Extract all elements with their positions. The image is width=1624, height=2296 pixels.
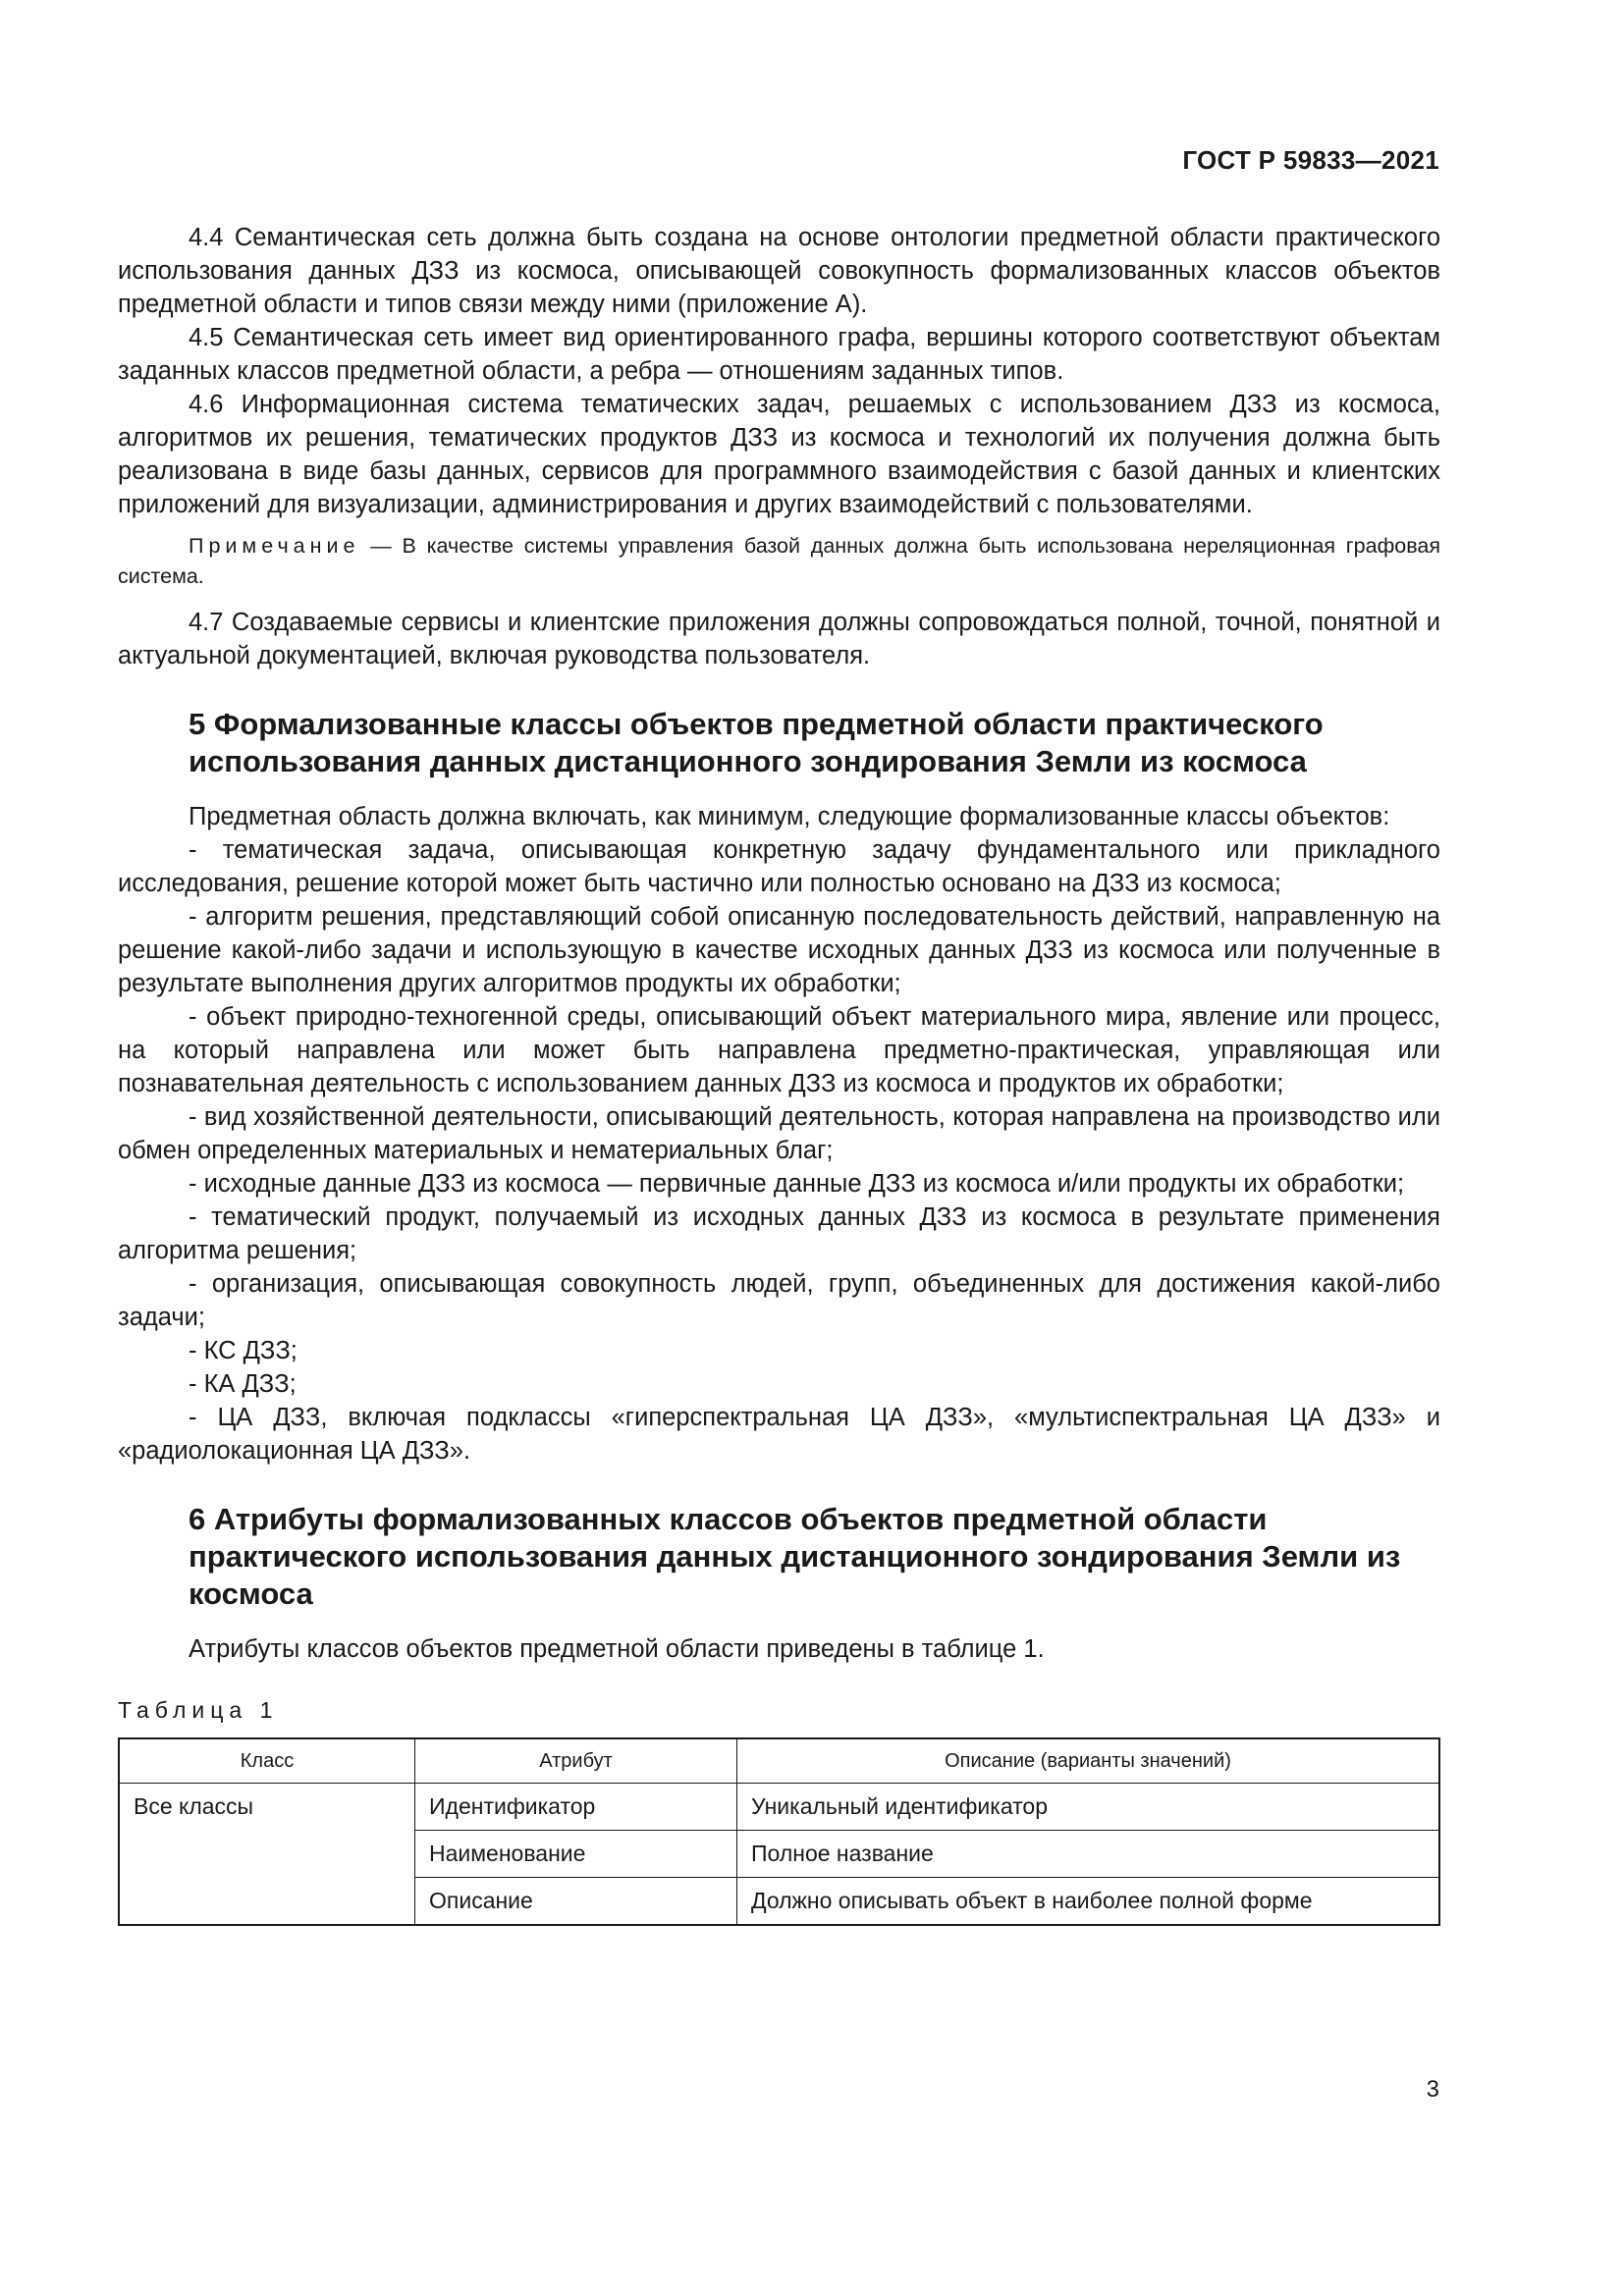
header-description: Описание (варианты значений): [737, 1738, 1440, 1784]
list-item: - КА ДЗЗ;: [189, 1370, 297, 1398]
section-5-intro: Предметная область должна включать, как минимум, следующие формализованные классы объектов:: [189, 803, 1390, 830]
list-item: - КС ДЗЗ;: [189, 1337, 298, 1364]
page-number: 3: [1426, 2076, 1439, 2103]
list-item: - тематический продукт, получаемый из исходных данных ДЗЗ из космоса в результате применения алгоритма решения;: [118, 1203, 1440, 1264]
paragraph-4-6: 4.6 Информационная система тематических задач, решаемых с использованием ДЗЗ из космоса, алгоритмов их решения, тематических продуктов ДЗЗ из космоса и технологий их получения должна быть реализована в виде базы данных, сервисов для программного взаимодействия с базой данных и клиентских приложений для визуализации, администрирования и других взаимодействий с пользователями.: [118, 391, 1440, 518]
list-item: - алгоритм решения, представляющий собой описанную последовательность действий, направленную на решение какой-либо задачи и использующую в качестве исходных данных ДЗЗ из космоса или полученные в результате выполнения других алгоритмов продукты их обработки;: [118, 903, 1440, 997]
cell-description: Полное название: [737, 1831, 1440, 1878]
note: [118, 531, 1440, 592]
list-item: - ЦА ДЗЗ, включая подклассы «гиперспектральная ЦА ДЗЗ», «мультиспектральная ЦА ДЗЗ» и «радиолокационная ЦА ДЗЗ».: [118, 1404, 1440, 1465]
cell-attribute: Наименование: [415, 1831, 737, 1878]
table-caption: Таблица 1: [118, 1697, 279, 1723]
list-item: - вид хозяйственной деятельности, описывающий деятельность, которая направлена на производство или обмен определенных материальных и нематериальных благ;: [118, 1103, 1440, 1164]
section-6-intro: Атрибуты классов объектов предметной области приведены в таблице 1.: [189, 1635, 1045, 1663]
table-header-row: [119, 1738, 1439, 1784]
paragraph-4-4: 4.4 Семантическая сеть должна быть создана на основе онтологии предметной области практического использования данных ДЗЗ из космоса, описывающей совокупность формализованных классов объектов предметной области и типов связи между ними (приложение А).: [118, 224, 1440, 318]
cell-attribute: Описание: [415, 1878, 737, 1926]
page-content: [118, 221, 1440, 1926]
section-5-title: 5 Формализованные классы объектов предметной области практического использования данных дистанционного зондирования Земли из космоса: [189, 707, 1324, 778]
header-class: Класс: [119, 1738, 415, 1784]
table-row: [119, 1784, 1439, 1831]
cell-attribute: Идентификатор: [415, 1784, 737, 1831]
note-text: — В качестве системы управления базой данных должна быть использована нереляционная графовая система.: [118, 534, 1440, 588]
note-label: Примечание: [189, 534, 360, 558]
section-6-title: 6 Атрибуты формализованных классов объектов предметной области практического использования данных дистанционного зондирования Земли из космоса: [189, 1502, 1401, 1611]
document-code: ГОСТ Р 59833—2021: [1182, 145, 1439, 175]
list-item: - организация, описывающая совокупность людей, групп, объединенных для достижения какой-либо задачи;: [118, 1270, 1440, 1331]
paragraph-4-5: 4.5 Семантическая сеть имеет вид ориентированного графа, вершины которого соответствуют объектам заданных классов предметной области, а ребра — отношениям заданных типов.: [118, 324, 1440, 385]
list-item: - исходные данные ДЗЗ из космоса — первичные данные ДЗЗ из космоса и/или продукты их обработки;: [189, 1170, 1405, 1198]
cell-description: Уникальный идентификатор: [737, 1784, 1440, 1831]
list-item: - тематическая задача, описывающая конкретную задачу фундаментального или прикладного исследования, решение которой может быть частично или полностью основано на ДЗЗ из космоса;: [118, 836, 1440, 897]
header-attribute: Атрибут: [415, 1738, 737, 1784]
list-item: - объект природно-техногенной среды, описывающий объект материального мира, явление или процесс, на который направлена или может быть направлена предметно-практическая, управляющая или познавательная деятельность с использованием данных ДЗЗ из космоса и продуктов их обработки;: [118, 1003, 1440, 1097]
cell-class: Все классы: [119, 1784, 415, 1926]
cell-description: Должно описывать объект в наиболее полной форме: [737, 1878, 1440, 1926]
paragraph-4-7: 4.7 Создаваемые сервисы и клиентские приложения должны сопровождаться полной, точной, понятной и актуальной документацией, включая руководства пользователя.: [118, 609, 1440, 669]
attributes-table: [118, 1737, 1440, 1926]
